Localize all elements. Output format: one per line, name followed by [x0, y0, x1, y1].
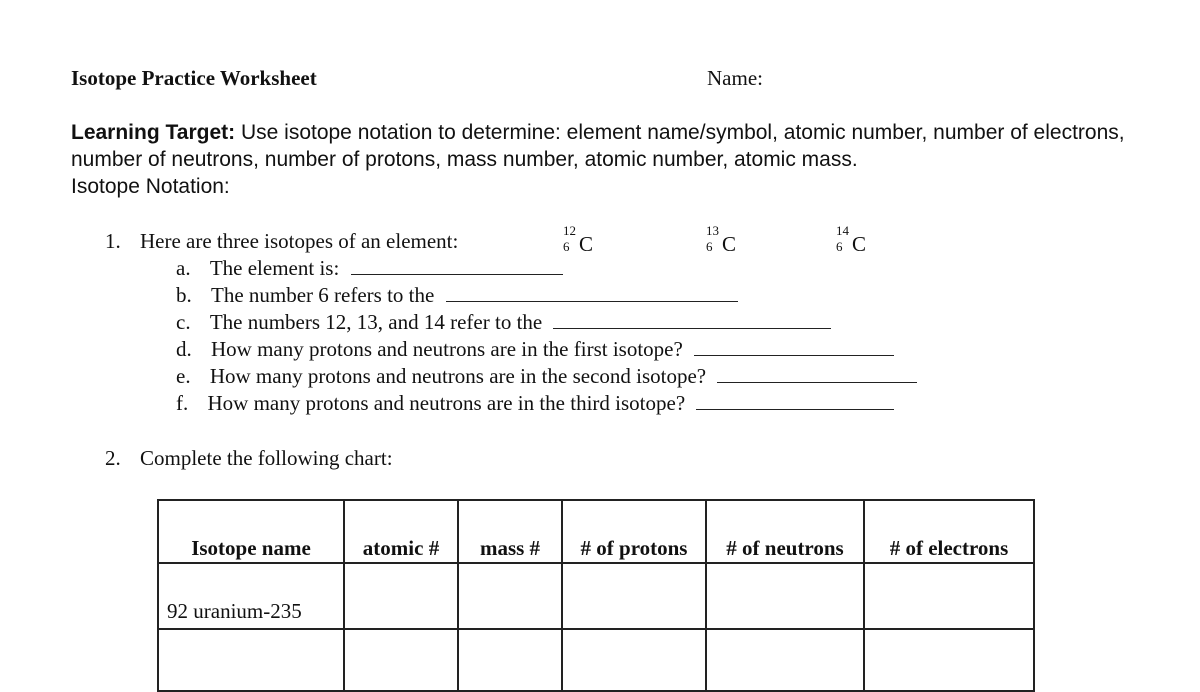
sub-question-letter: c. — [176, 310, 191, 334]
question-number: 1. — [105, 229, 121, 253]
sub-question-f — [176, 391, 894, 416]
isotope-notation — [563, 223, 594, 257]
answer-cell[interactable] — [458, 629, 562, 691]
isotope-notation — [706, 223, 737, 257]
answer-cell[interactable] — [706, 563, 864, 629]
worksheet-title: Isotope Practice Worksheet — [71, 66, 317, 90]
answer-cell[interactable] — [158, 629, 344, 691]
sub-question-letter: e. — [176, 364, 191, 388]
question-text: Here are three isotopes of an element: — [140, 229, 459, 253]
atomic-number: 6 — [836, 239, 843, 254]
isotope-notation — [836, 223, 867, 257]
sub-question-letter: b. — [176, 283, 192, 307]
sub-question-c — [176, 310, 831, 335]
answer-blank[interactable] — [446, 283, 738, 302]
learning-target-text: Use isotope notation to determine: element name/symbol, atomic number, number of electrons, number of neutrons, number of protons, mass number, atomic number, atomic mass. — [71, 121, 1125, 171]
mass-number: 12 — [563, 223, 576, 238]
sub-question-b — [176, 283, 738, 308]
chart-header-row — [158, 500, 1034, 563]
answer-blank[interactable] — [696, 391, 894, 410]
question-2 — [105, 446, 393, 471]
isotope-name-cell: 92 uranium-235 — [158, 563, 344, 629]
isotope-notation-label: Isotope Notation: — [71, 175, 230, 198]
answer-cell[interactable] — [344, 563, 458, 629]
sub-question-e — [176, 364, 917, 389]
element-symbol: C — [852, 232, 867, 256]
table-row — [158, 629, 1034, 691]
learning-target — [71, 119, 1181, 200]
element-symbol: C — [579, 232, 594, 256]
atomic-number: 6 — [563, 239, 570, 254]
answer-cell[interactable] — [562, 629, 706, 691]
answer-blank[interactable] — [351, 256, 563, 275]
col-isotope-name: Isotope name — [158, 500, 344, 563]
sub-question-text: How many protons and neutrons are in the third isotope? — [207, 391, 686, 415]
answer-cell[interactable] — [562, 563, 706, 629]
answer-blank[interactable] — [717, 364, 917, 383]
answer-cell[interactable] — [344, 629, 458, 691]
sub-question-letter: f. — [176, 391, 189, 415]
sub-question-text: The element is: — [209, 256, 340, 280]
atomic-number: 6 — [706, 239, 713, 254]
sub-question-a — [176, 256, 563, 281]
sub-question-text: How many protons and neutrons are in the second isotope? — [209, 364, 707, 388]
table-row — [158, 563, 1034, 629]
question-text: Complete the following chart: — [140, 446, 393, 470]
answer-blank[interactable] — [553, 310, 831, 329]
learning-target-label: Learning Target: — [71, 121, 236, 144]
isotope-chart — [157, 499, 1035, 692]
col-electrons: # of electrons — [864, 500, 1034, 563]
answer-cell[interactable] — [706, 629, 864, 691]
sub-question-d — [176, 337, 894, 362]
sub-question-text: The number 6 refers to the — [211, 283, 435, 307]
name-label: Name: — [707, 66, 763, 90]
sub-question-letter: a. — [176, 256, 191, 280]
sub-question-text: How many protons and neutrons are in the first isotope? — [211, 337, 683, 361]
answer-cell[interactable] — [864, 629, 1034, 691]
answer-cell[interactable] — [458, 563, 562, 629]
question-1 — [105, 229, 458, 254]
mass-number: 14 — [836, 223, 849, 238]
col-mass-number: mass # — [458, 500, 562, 563]
answer-cell[interactable] — [864, 563, 1034, 629]
sub-question-text: The numbers 12, 13, and 14 refer to the — [209, 310, 543, 334]
question-number: 2. — [105, 446, 121, 470]
col-neutrons: # of neutrons — [706, 500, 864, 563]
col-protons: # of protons — [562, 500, 706, 563]
col-atomic-number: atomic # — [344, 500, 458, 563]
sub-question-letter: d. — [176, 337, 192, 361]
mass-number: 13 — [706, 223, 719, 238]
element-symbol: C — [722, 232, 737, 256]
answer-blank[interactable] — [694, 337, 894, 356]
